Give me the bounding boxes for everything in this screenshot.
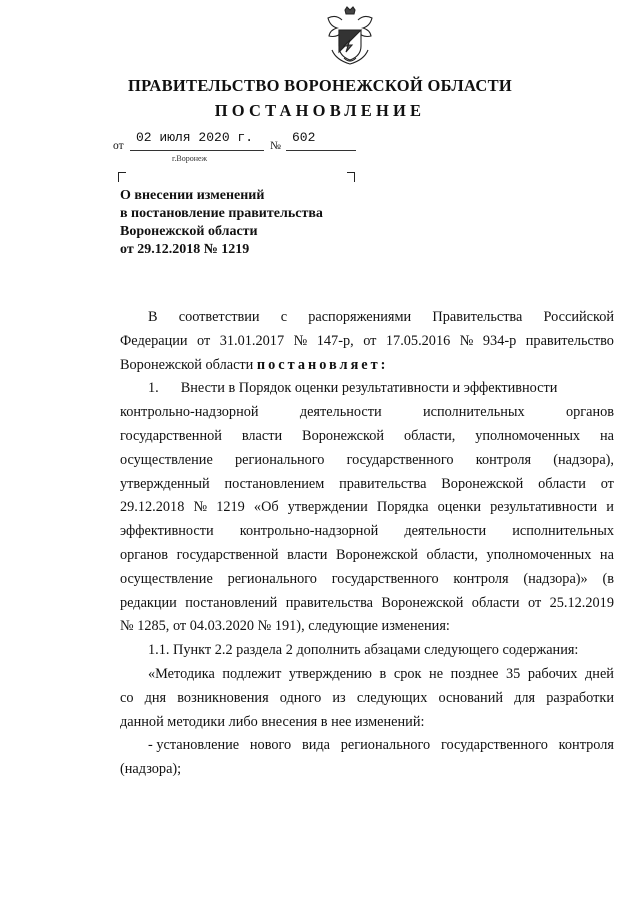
subject-line: Воронежской области [120, 224, 258, 239]
item-1-line [120, 473, 614, 497]
item-1-paragraph [120, 377, 614, 615]
word: срок [393, 665, 422, 682]
word: постановлений [185, 594, 278, 611]
word: утвержденный [120, 475, 210, 492]
word: - установление [148, 737, 240, 754]
word: на [599, 546, 614, 563]
item-1-last-line: № 1285, от 04.03.2020 № 191), следующие изменения: [120, 618, 450, 635]
word: области [471, 594, 520, 611]
word: с [280, 309, 288, 325]
item-1-1-line: 1.1. Пункт 2.2 раздела 2 дополнить абзацами следующего содержания: [148, 642, 579, 659]
coat-of-arms-emblem [322, 6, 378, 68]
subject-line: от 29.12.2018 № 1219 [120, 242, 250, 257]
word: дней [585, 665, 614, 682]
word: уполномоченных [486, 546, 592, 563]
word: оценки [437, 499, 481, 516]
word: регионального [227, 570, 317, 587]
item-1-line [120, 425, 614, 449]
word: государственной [176, 546, 279, 563]
word: соответствии [178, 309, 260, 325]
word: 147-р, [316, 332, 354, 349]
word: государственного [331, 570, 439, 587]
quote-last-line: данной методики либо внесения в нее изменений: [120, 713, 425, 730]
word: Федерации [120, 332, 188, 349]
word: возникновения [177, 689, 269, 706]
number-underline [286, 150, 356, 151]
word: области, [426, 546, 478, 563]
word: государственного [440, 737, 548, 754]
body-text [120, 306, 614, 782]
word: уполномоченных [475, 427, 581, 444]
word: № [193, 499, 208, 516]
city-label: г.Воронеж [172, 154, 208, 163]
subject-line: О внесении изменений [120, 188, 265, 203]
subject-line: в постановление правительства [120, 206, 323, 221]
quote-paragraph [120, 663, 614, 711]
word: регионального [340, 737, 431, 754]
word: от [600, 475, 614, 492]
word: деятельности [299, 404, 382, 421]
word: контроля [453, 570, 509, 587]
quote-line [120, 663, 614, 687]
word: исполнительных [512, 523, 614, 540]
word: редакции [120, 594, 177, 611]
item-1-line [120, 520, 614, 544]
word: разработки [546, 689, 614, 706]
word: власти [241, 427, 283, 444]
word: распоряжениями [308, 309, 412, 325]
word: утверждению [288, 665, 372, 682]
word: В [148, 309, 158, 325]
word: не [429, 665, 444, 682]
government-title: ПРАВИТЕЛЬСТВО ВОРОНЕЖСКОЙ ОБЛАСТИ [127, 76, 513, 95]
item-1-line [120, 401, 614, 425]
item-text: Внести в Порядок оценки результативности и эффективности [180, 380, 558, 397]
word: Воронежской [381, 594, 464, 611]
word: 25.12.2019 [549, 594, 614, 611]
word: следующих [356, 689, 428, 706]
item-1-line [120, 568, 614, 592]
word: исполнительных [422, 404, 525, 421]
item-1-line [120, 544, 614, 568]
number-label: № [270, 140, 281, 152]
word: от [528, 594, 542, 611]
word: государственного [346, 451, 454, 468]
item-1-line [120, 449, 614, 473]
word: 31.01.2017 [219, 332, 285, 349]
word: осуществление [120, 570, 213, 587]
word: Правительства [432, 309, 523, 325]
preamble-text: Воронежской области [120, 356, 257, 373]
word: 934-р [482, 332, 517, 349]
word: государственной [120, 427, 222, 444]
word: Российской [543, 309, 614, 325]
word: (надзора)» [523, 570, 588, 587]
word: Воронежской [336, 546, 418, 563]
word: эффективности [120, 523, 214, 540]
corner-mark-left [118, 172, 126, 182]
dash-item-line [120, 734, 614, 758]
item-1-line [120, 496, 614, 520]
word: нового [249, 737, 292, 754]
word: оснований [438, 689, 504, 706]
word: со [120, 689, 134, 706]
word: 29.12.2018 [120, 499, 185, 516]
word: № [459, 332, 474, 349]
word: утверждении [287, 499, 368, 516]
word: № [293, 332, 308, 349]
word: от [363, 332, 377, 349]
word: регионального [235, 451, 325, 468]
word: (надзора), [553, 451, 614, 468]
word: деятельности [404, 523, 487, 540]
date-underline [130, 150, 264, 151]
word: осуществление [120, 451, 213, 468]
word: «Об [253, 499, 279, 516]
word: органов [120, 546, 169, 563]
word: правительства [339, 475, 427, 492]
item-1-line [120, 592, 614, 616]
item-number: 1. [148, 380, 159, 397]
word: для [514, 689, 536, 706]
word: 17.05.2016 [385, 332, 451, 349]
word: постановлением [224, 475, 325, 492]
word: из [332, 689, 346, 706]
preamble-line [120, 306, 614, 330]
date-value: 02 июля 2020 г. [136, 130, 254, 145]
word: контрольно-надзорной [120, 404, 259, 421]
item-1-line [120, 377, 614, 401]
word: Порядка [376, 499, 429, 516]
word: области, [403, 427, 456, 444]
word: контрольно-надзорной [239, 523, 379, 540]
word: правительство [525, 332, 614, 349]
word: области [538, 475, 586, 492]
subject-block [120, 187, 420, 259]
resolution-word: постановляет: [256, 356, 389, 373]
preamble-line [120, 354, 614, 378]
word: Воронежской [441, 475, 524, 492]
word: на [600, 427, 614, 444]
word: позднее [450, 665, 499, 682]
word: вида [301, 737, 330, 754]
corner-mark-right [347, 172, 355, 182]
number-value: 602 [292, 130, 316, 145]
word: Воронежской [302, 427, 385, 444]
word: правительства [285, 594, 374, 611]
word: рабочих [527, 665, 578, 682]
quote-line [120, 687, 614, 711]
word: одного [279, 689, 322, 706]
word: контроля [558, 737, 614, 754]
word: результативности [490, 499, 598, 516]
word: (в [602, 570, 614, 587]
dash-item-last-line: (надзора); [120, 761, 182, 778]
preamble-line [120, 330, 614, 354]
word: и [606, 499, 614, 516]
word: «Методика [148, 665, 215, 682]
word: от [197, 332, 211, 349]
date-label: от [113, 140, 124, 152]
word: в [379, 665, 387, 682]
word: дня [144, 689, 167, 706]
word: органов [565, 404, 614, 421]
word: подлежит [222, 665, 282, 682]
word: 1219 [216, 499, 245, 516]
word: 35 [506, 665, 521, 682]
document-type-title: ПОСТАНОВЛЕНИЕ [214, 101, 426, 120]
word: контроля [475, 451, 532, 468]
word: власти [287, 546, 328, 563]
